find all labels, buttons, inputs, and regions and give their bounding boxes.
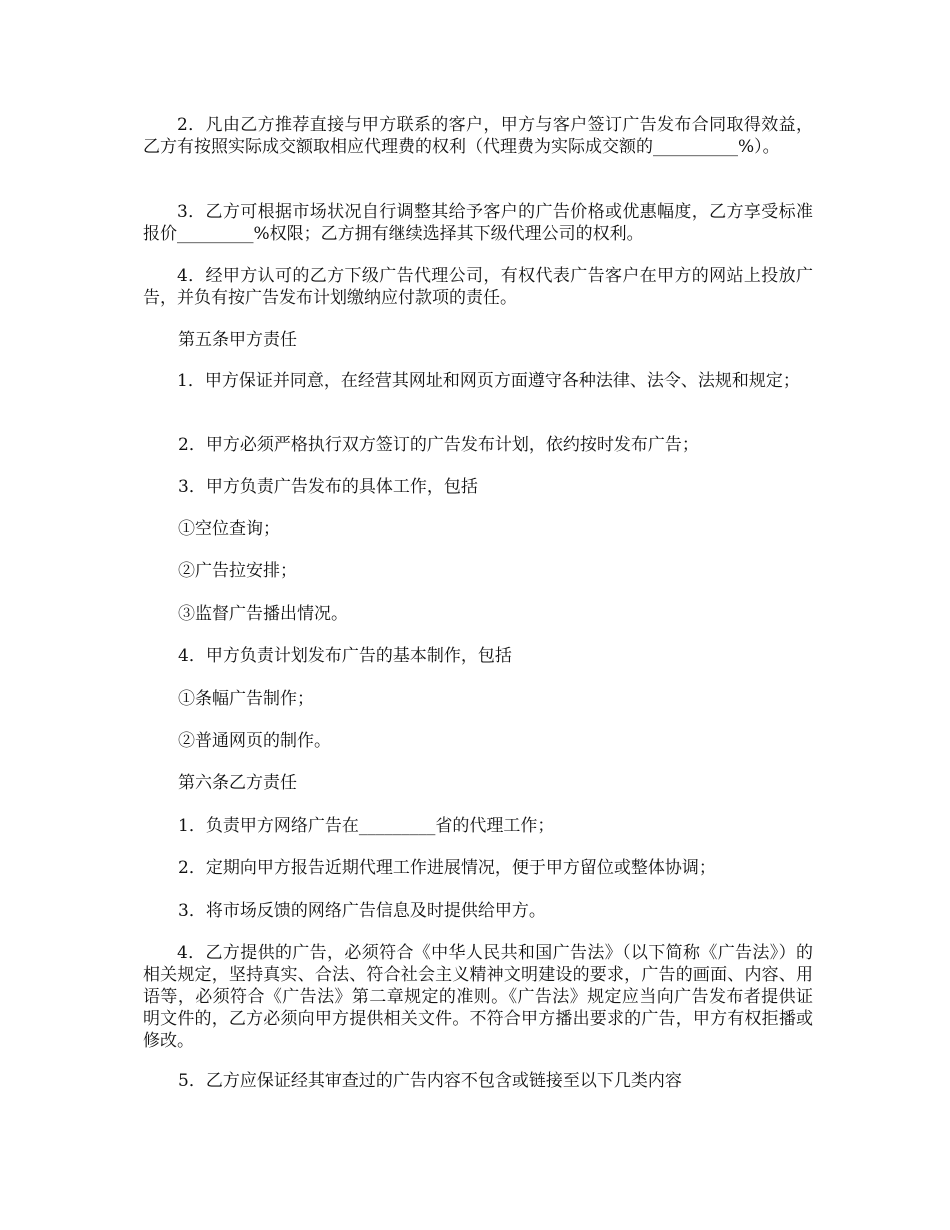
clause-4-item-4: 4．经甲方认可的乙方下级广告代理公司，有权代表广告客户在甲方的网站上投放广告，并负有按广告发布计划缴纳应付款项的责任。	[143, 266, 813, 308]
clause-5-item-1: 1．甲方保证并同意，在经营其网址和网页方面遵守各种法律、法令、法规和规定；	[177, 371, 800, 391]
clause-5-item-4-sub-2: ②普通网页的制作。	[178, 731, 331, 751]
clause-5-item-4-sub-1: ①条幅广告制作；	[178, 689, 314, 709]
clause-5-item-4: 4．甲方负责计划发布广告的基本制作，包括	[178, 646, 512, 666]
article-6-heading: 第六条乙方责任	[178, 773, 297, 793]
article-5-heading: 第五条甲方责任	[178, 330, 297, 350]
clause-6-item-5: 5．乙方应保证经其审查过的广告内容不包含或链接至以下几类内容	[178, 1071, 682, 1091]
clause-6-item-3: 3．将市场反馈的网络广告信息及时提供给甲方。	[178, 901, 546, 921]
clause-5-item-3-sub-2: ②广告拉安排；	[178, 561, 297, 581]
clause-6-item-2: 2．定期向甲方报告近期代理工作进展情况，便于甲方留位或整体协调；	[178, 858, 716, 878]
clause-5-item-3: 3．甲方负责广告发布的具体工作，包括	[178, 477, 478, 497]
clause-5-item-2: 2．甲方必须严格执行双方签订的广告发布计划，依约按时发布广告；	[178, 435, 699, 455]
clause-4-item-2: 2．凡由乙方推荐直接与甲方联系的客户，甲方与客户签订广告发布合同取得效益，乙方有按照实际成交额取相应代理费的权利（代理费为实际成交额的__________%）。	[143, 115, 813, 157]
clause-5-item-3-sub-1: ①空位查询；	[178, 519, 280, 539]
clause-6-item-1: 1．负责甲方网络广告在_________省的代理工作；	[178, 816, 555, 836]
clause-5-item-3-sub-3: ③监督广告播出情况。	[178, 604, 348, 624]
clause-6-item-4: 4．乙方提供的广告，必须符合《中华人民共和国广告法》（以下简称《广告法》）的相关规定，坚持真实、合法、符合社会主义精神文明建设的要求，广告的画面、内容、用语等，必须符合《广告法》第二章规定的准则。《广告法》规定应当向广告发布者提供证明文件的，乙方必须向甲方提供相关文件。不符合甲方播出要求的广告，甲方有权拒播或修改。	[143, 943, 813, 1051]
clause-4-item-3: 3．乙方可根据市场状况自行调整其给予客户的广告价格或优惠幅度，乙方享受标准报价_________%权限；乙方拥有继续选择其下级代理公司的权利。	[143, 202, 813, 244]
